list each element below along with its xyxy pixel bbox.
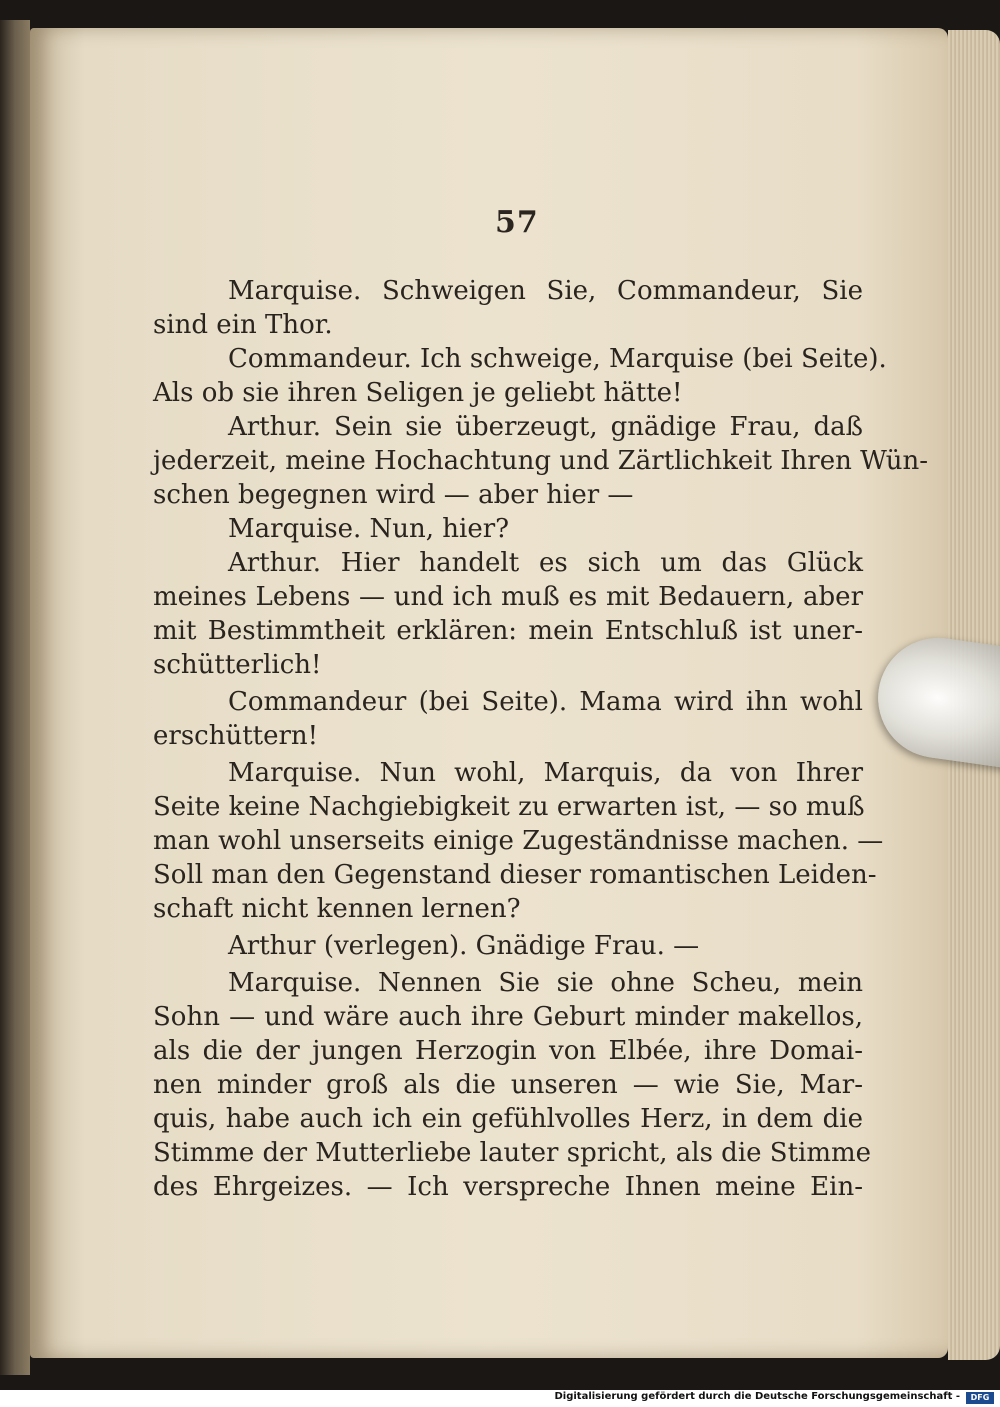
text-line: sind ein Thor.	[153, 310, 333, 340]
text-line: mit Bestimmtheit erklären: mein Entschluß ist uner-	[153, 616, 863, 646]
text-line: Stimme der Mutterliebe lauter spricht, als die Stimme	[153, 1138, 872, 1168]
digitization-footer	[0, 1390, 1000, 1407]
text-line: Sohn — und wäre auch ihre Geburt minder makellos,	[153, 1002, 863, 1032]
text-line: quis, habe auch ich ein gefühlvolles Herz, in dem die	[153, 1104, 863, 1134]
text-line: Seite keine Nachgiebigkeit zu erwarten ist, — so muß	[153, 792, 865, 822]
text-line: schütterlich!	[153, 650, 322, 680]
text-line: Marquise. Nennen Sie sie ohne Scheu, mein	[228, 968, 863, 998]
text-line: man wohl unserseits einige Zugeständnisse machen. —	[153, 826, 884, 856]
text-line: Marquise. Schweigen Sie, Commandeur, Sie	[228, 276, 863, 306]
text-line: schaft nicht kennen lernen?	[153, 894, 521, 924]
text-line: Soll man den Gegenstand dieser romantischen Leiden-	[153, 860, 877, 890]
text-line: nen minder groß als die unseren — wie Sie, Mar-	[153, 1070, 863, 1100]
text-line: schen begegnen wird — aber hier —	[153, 480, 634, 510]
page-number: 57	[495, 205, 539, 240]
text-line: Als ob sie ihren Seligen je geliebt hätte!	[153, 378, 683, 408]
text-line: des Ehrgeizes. — Ich verspreche Ihnen meine Ein-	[153, 1172, 863, 1202]
text-line: Arthur. Sein sie überzeugt, gnädige Frau, daß	[228, 412, 863, 442]
text-line: Arthur. Hier handelt es sich um das Glück	[228, 548, 863, 578]
text-line: Commandeur. Ich schweige, Marquise (bei Seite).	[228, 344, 887, 374]
text-line: Marquise. Nun, hier?	[228, 514, 510, 544]
text-line: als die der jungen Herzogin von Elbée, ihre Domai-	[153, 1036, 863, 1066]
dfg-logo: DFG	[966, 1392, 994, 1404]
text-line: meines Lebens — und ich muß es mit Bedauern, aber	[153, 582, 863, 612]
text-line: Arthur (verlegen). Gnädige Frau. —	[228, 931, 700, 961]
text-line: jederzeit, meine Hochachtung und Zärtlichkeit Ihren Wün-	[153, 446, 929, 476]
text-line: Marquise. Nun wohl, Marquis, da von Ihrer	[228, 758, 863, 788]
text-line: erschüttern!	[153, 721, 319, 751]
funding-credit: Digitalisierung gefördert durch die Deutsche Forschungsgemeinschaft -	[554, 1391, 960, 1402]
text-line: Commandeur (bei Seite). Mama wird ihn wohl	[228, 687, 863, 717]
left-page-edge	[0, 20, 30, 1375]
